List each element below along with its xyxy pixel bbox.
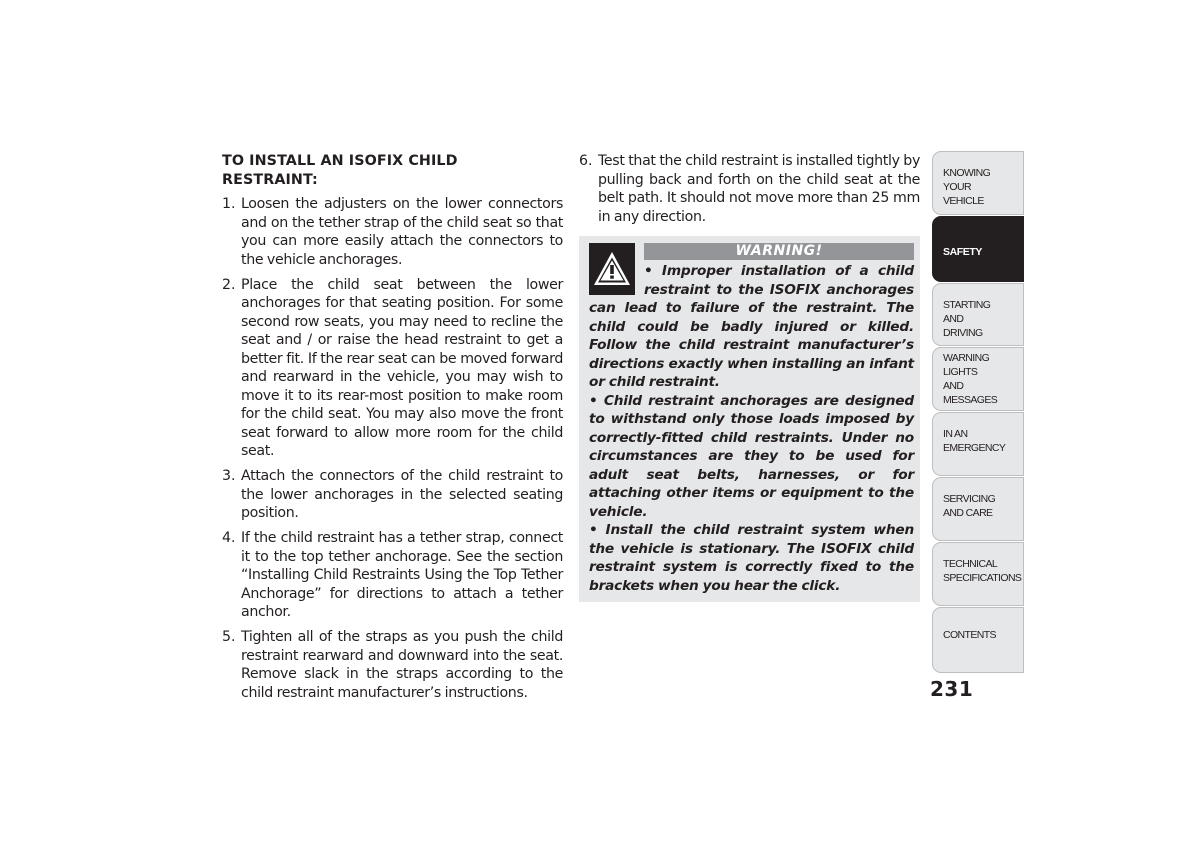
warning-paragraph: • Child restraint anchorages are designed to withstand only those loads imposed by correctly-fitted child restraints. Under no circumstances are they to be used for adult seat belts, harnesses, or for attaching other items or equipment to the vehicle. <box>589 392 914 520</box>
step-number: 1. <box>222 196 236 212</box>
step-item <box>222 467 563 523</box>
step-text: Loosen the adjusters on the lower connectors and on the tether strap of the child seat so that you can more easily attach the connectors to the vehicle anchorages. <box>241 196 563 268</box>
step-item <box>222 195 563 269</box>
chapter-tabs <box>932 151 1024 674</box>
step-item <box>222 529 563 622</box>
tab-starting-and-driving[interactable]: STARTING AND DRIVING <box>932 283 1024 346</box>
tab-safety[interactable]: SAFETY <box>932 216 1024 282</box>
tab-in-an-emergency[interactable]: IN AN EMERGENCY <box>932 412 1024 476</box>
tab-servicing-and-care[interactable]: SERVICING AND CARE <box>932 477 1024 541</box>
heading-line-2: RESTRAINT: <box>222 171 318 188</box>
step-number: 6. <box>579 153 593 169</box>
tab-technical-specifications[interactable]: TECHNICAL SPECIFICATIONS <box>932 542 1024 606</box>
step-number: 3. <box>222 468 236 484</box>
step-item <box>222 276 563 461</box>
tab-knowing-your-vehicle[interactable]: KNOWING YOUR VEHICLE <box>932 151 1024 215</box>
install-steps-list <box>222 195 563 702</box>
step-number: 2. <box>222 276 236 293</box>
warning-box <box>579 236 920 602</box>
left-column <box>222 152 563 709</box>
step-text: Place the child seat between the lower anchorages for that seating position. For some second row seats, you may need to recline the seat and / or raise the head restraint to get a better fit. If the rear seat can be moved forward and rearward in the vehicle, you may wish to move it to its rear-most position to make room for the child seat. You may also move the front seat forward to allow more room for the child seat. <box>241 276 563 459</box>
step-text: If the child restraint has a tether strap, connect it to the top tether anchorage. See the section “Installing Child Restraints Using the Top Tether Anchorage” for directions to attach a tether anchor. <box>241 530 563 620</box>
step-number: 5. <box>222 629 236 645</box>
step-text: Attach the connectors of the child restraint to the lower anchorages in the selected seating position. <box>241 468 563 521</box>
tab-contents[interactable]: CONTENTS <box>932 607 1024 673</box>
warning-title: WARNING! <box>644 243 914 260</box>
warning-paragraph: • Install the child restraint system when the vehicle is stationary. The ISOFIX child restraint system is correctly fixed to the brackets when you hear the click. <box>589 522 914 594</box>
section-heading <box>222 152 563 189</box>
warning-triangle-icon <box>589 243 635 295</box>
step-text: Test that the child restraint is installed tightly by pulling back and forth on the child seat at the belt path. It should not move more than 25 mm in any direction. <box>598 153 920 225</box>
tab-warning-lights-and-messages[interactable]: WARNING LIGHTS AND MESSAGES <box>932 347 1024 411</box>
step-item <box>579 152 920 226</box>
step-number: 4. <box>222 530 236 546</box>
step-item <box>222 628 563 702</box>
heading-line-1: TO INSTALL AN ISOFIX CHILD <box>222 153 458 169</box>
right-column <box>579 152 920 602</box>
step-text: Tighten all of the straps as you push the child restraint rearward and downward into the seat. Remove slack in the straps according to the child restraint manufacturer’s instructions. <box>241 629 563 701</box>
warning-paragraph: • Improper installation of a child restraint to the ISOFIX anchorages can lead to failure of the restraint. The child could be badly injured or killed. Follow the child restraint manufacturer’s directions exactly when installing an infant or child restraint. <box>589 263 914 390</box>
page-number: 231 <box>930 677 974 701</box>
